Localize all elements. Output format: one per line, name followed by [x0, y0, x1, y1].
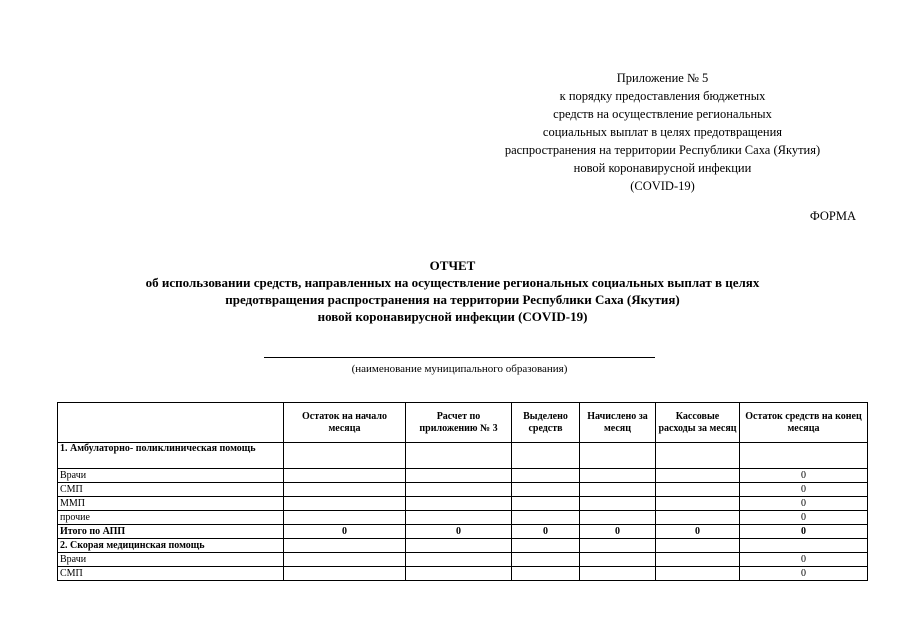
table-cell: 0	[740, 525, 868, 539]
table-cell: 0	[512, 525, 580, 539]
appendix-line: Приложение № 5	[616, 71, 709, 85]
appendix-line: средств на осуществление региональных	[553, 107, 772, 121]
table-cell	[656, 539, 740, 553]
appendix-line: распространения на территории Республики Саха (Якутия)	[504, 143, 821, 157]
table-cell	[512, 567, 580, 581]
table-cell	[656, 567, 740, 581]
row-label: Врачи	[58, 469, 284, 483]
table-cell	[406, 469, 512, 483]
table-cell	[406, 553, 512, 567]
table-cell	[512, 511, 580, 525]
table-cell	[512, 497, 580, 511]
report-subtitle-line: об использовании средств, направленных на осуществление региональных социальных выплат в целях	[145, 275, 760, 290]
header-cell: Остаток средств на конец месяца	[740, 403, 868, 443]
form-label: ФОРМА	[809, 209, 856, 223]
table-cell	[580, 497, 656, 511]
row-label: 1. Амбулаторно- поликлиническая помощь	[58, 443, 284, 469]
table-cell	[406, 511, 512, 525]
table-cell	[656, 483, 740, 497]
table-cell	[740, 443, 868, 469]
header-cell: Расчет по приложению № 3	[406, 403, 512, 443]
appendix-line: социальных выплат в целях предотвращения	[542, 125, 783, 139]
row-label: СМП	[58, 567, 284, 581]
table-cell	[406, 483, 512, 497]
table-cell	[284, 553, 406, 567]
table-cell	[284, 469, 406, 483]
table-row	[58, 497, 868, 511]
table-cell	[284, 567, 406, 581]
table-cell	[580, 539, 656, 553]
report-subtitle-line: предотвращения распространения на территории Республики Саха (Якутия)	[225, 292, 680, 307]
appendix-line: (COVID-19)	[630, 179, 695, 193]
header-cell	[58, 403, 284, 443]
table-cell: 0	[740, 511, 868, 525]
table-cell: 0	[284, 525, 406, 539]
table-row	[58, 483, 868, 497]
table-cell	[284, 497, 406, 511]
table-cell	[406, 443, 512, 469]
appendix-line: новой коронавирусной инфекции	[573, 161, 752, 175]
header-cell: Остаток на начало месяца	[284, 403, 406, 443]
table-row	[58, 567, 868, 581]
table-cell: 0	[740, 553, 868, 567]
table-cell	[512, 553, 580, 567]
table-row	[58, 539, 868, 553]
table-cell	[580, 567, 656, 581]
table-cell: 0	[740, 469, 868, 483]
table-cell	[740, 539, 868, 553]
table-cell	[284, 539, 406, 553]
table-cell	[406, 567, 512, 581]
table-cell: 0	[580, 525, 656, 539]
table-cell	[406, 497, 512, 511]
table-cell	[580, 483, 656, 497]
report-title: ОТЧЕТ	[429, 258, 476, 273]
table-cell	[580, 511, 656, 525]
table-cell: 0	[656, 525, 740, 539]
header-cell: Начислено за месяц	[580, 403, 656, 443]
table-cell	[512, 539, 580, 553]
table-cell	[656, 497, 740, 511]
report-title-block	[0, 257, 905, 325]
table-cell	[580, 443, 656, 469]
row-label: ММП	[58, 497, 284, 511]
table-row	[58, 553, 868, 567]
table-cell: 0	[740, 483, 868, 497]
table-cell	[656, 443, 740, 469]
row-label: прочие	[58, 511, 284, 525]
table-cell	[512, 483, 580, 497]
header-cell: Выделено средств	[512, 403, 580, 443]
table-cell	[284, 511, 406, 525]
table-cell	[580, 469, 656, 483]
table-cell	[512, 469, 580, 483]
table-row	[58, 443, 868, 469]
report-subtitle-line: новой коронавирусной инфекции (COVID-19)	[317, 309, 588, 324]
appendix-line: к порядку предоставления бюджетных	[559, 89, 766, 103]
table-header-row	[58, 403, 868, 443]
appendix-block	[440, 69, 885, 195]
table-row	[58, 469, 868, 483]
table-cell	[656, 511, 740, 525]
table-cell	[512, 443, 580, 469]
table-cell	[656, 553, 740, 567]
table-cell: 0	[740, 497, 868, 511]
table-cell: 0	[406, 525, 512, 539]
row-label: СМП	[58, 483, 284, 497]
table-cell	[656, 469, 740, 483]
table-cell: 0	[740, 567, 868, 581]
table-cell	[284, 443, 406, 469]
table-row	[58, 511, 868, 525]
municipality-blank-line	[264, 357, 655, 358]
municipality-caption: (наименование муниципального образования)	[351, 363, 568, 375]
row-label: Итого по АПП	[58, 525, 284, 539]
table-cell	[580, 553, 656, 567]
table-cell	[284, 483, 406, 497]
row-label: Врачи	[58, 553, 284, 567]
header-cell: Кассовые расходы за месяц	[656, 403, 740, 443]
report-table	[57, 402, 868, 581]
row-label: 2. Скорая медицинская помощь	[58, 539, 284, 553]
total-row	[58, 525, 868, 539]
table-cell	[406, 539, 512, 553]
